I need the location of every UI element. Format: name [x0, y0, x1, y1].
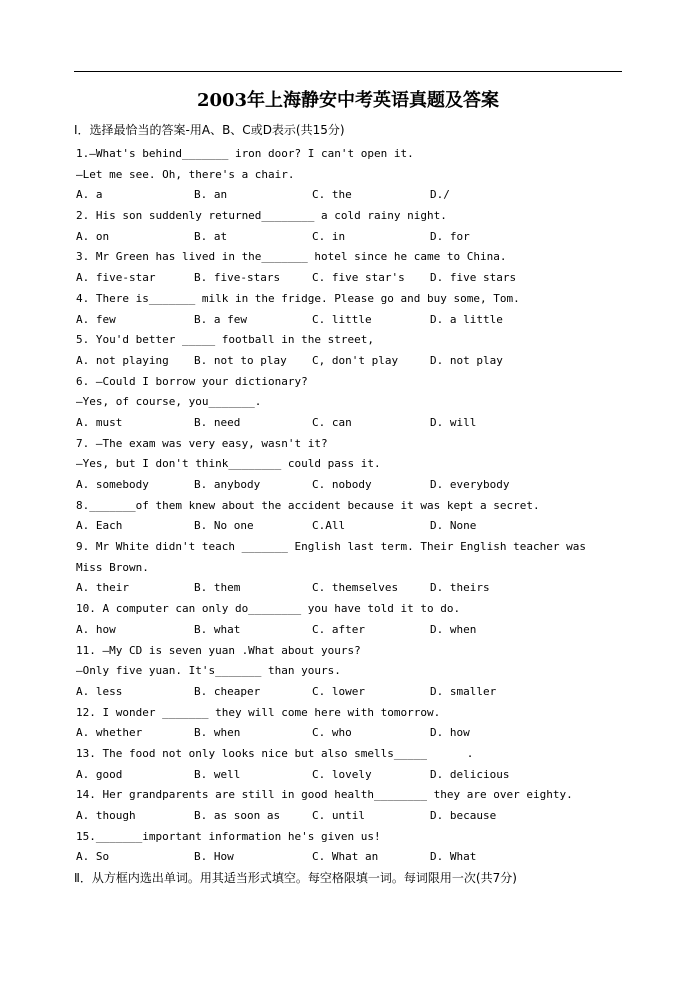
- question-line: 4. There is_______ milk in the fridge. Please go and buy some, Tom.: [76, 291, 520, 305]
- options-row: [76, 682, 636, 703]
- options-row: [76, 413, 636, 434]
- option-item: A. on: [76, 229, 110, 243]
- option-item: B. a few: [194, 312, 247, 326]
- options-row: [76, 310, 636, 331]
- options-row: [76, 578, 636, 599]
- question-line: 7. —The exam was very easy, wasn't it?: [76, 436, 328, 450]
- options-row: [76, 765, 636, 786]
- option-item: A. Each: [76, 519, 123, 533]
- option-item: A. few: [76, 312, 116, 326]
- option-item: C. themselves: [312, 581, 399, 595]
- option-item: A. whether: [76, 726, 143, 740]
- question-line: 10. A computer can only do________ you have told it to do.: [76, 602, 461, 616]
- option-item: D. for: [430, 229, 470, 243]
- option-item: D. everybody: [430, 478, 510, 491]
- question-line: 6. —Could I borrow your dictionary?: [76, 374, 308, 388]
- option-item: A. a: [76, 188, 103, 202]
- option-item: D. a little: [430, 312, 503, 326]
- option-item: D. None: [430, 519, 477, 533]
- option-item: B. what: [194, 622, 241, 636]
- option-item: C. lovely: [312, 767, 372, 781]
- question-line: 14. Her grandparents are still in good health________ they are over eighty.: [76, 788, 573, 802]
- option-item: B. need: [194, 415, 241, 429]
- option-item: C, don't play: [312, 353, 399, 367]
- option-item: B. an: [194, 188, 228, 202]
- option-item: D. because: [430, 809, 497, 822]
- options-row: [76, 475, 636, 496]
- option-item: C. little: [312, 312, 372, 326]
- question-line: 5. You'd better _____ football in the street,: [76, 333, 375, 347]
- options-row: [76, 847, 636, 868]
- option-item: D. smaller: [430, 684, 497, 698]
- option-item: D. five stars: [430, 271, 517, 285]
- option-item: C. can: [312, 415, 352, 429]
- option-item: C. the: [312, 188, 352, 202]
- option-item: A. less: [76, 684, 123, 698]
- question-line: 13. The food not only looks nice but also smells_____ .: [76, 746, 474, 760]
- options-row: [76, 268, 636, 289]
- option-item: B. five-stars: [194, 271, 281, 285]
- option-item: D./: [430, 188, 450, 202]
- question-line: 1.—What's behind_______ iron door? I can't open it.: [76, 147, 414, 160]
- option-item: A. five-star: [76, 271, 156, 285]
- question-line: —Only five yuan. It's_______ than yours.: [76, 664, 341, 678]
- option-item: C.All: [312, 519, 346, 533]
- option-item: C. who: [312, 726, 352, 740]
- header-rule: [74, 71, 622, 72]
- option-item: A. their: [76, 581, 129, 595]
- option-item: C. What an: [312, 850, 379, 864]
- option-item: A. good: [76, 767, 123, 781]
- question-line: 15._______important information he's given us!: [76, 829, 381, 843]
- option-item: C. lower: [312, 684, 365, 698]
- question-line: 12. I wonder _______ they will come here with tomorrow.: [76, 705, 441, 719]
- option-item: D. not play: [430, 353, 503, 367]
- question-list: [76, 144, 636, 868]
- option-item: A. So: [76, 850, 110, 864]
- question-line: 2. His son suddenly returned________ a cold rainy night.: [76, 209, 447, 223]
- option-item: C. in: [312, 229, 346, 243]
- options-row: [76, 723, 636, 744]
- question-line: 11. —My CD is seven yuan .What about yours?: [76, 643, 361, 657]
- option-item: D. when: [430, 622, 477, 636]
- option-item: B. No one: [194, 519, 254, 533]
- option-item: B. when: [194, 726, 241, 740]
- option-item: B. anybody: [194, 478, 261, 491]
- option-item: D. how: [430, 726, 470, 740]
- option-item: B. them: [194, 581, 241, 595]
- option-item: A. must: [76, 415, 123, 429]
- section-heading-2: Ⅱ．从方框内选出单词。用其适当形式填空。每空格限填一词。每词限用一次(共7分): [74, 871, 517, 885]
- option-item: B. well: [194, 767, 241, 781]
- option-item: B. at: [194, 229, 228, 243]
- option-item: A. how: [76, 622, 116, 636]
- option-item: A. though: [76, 809, 136, 822]
- question-line: 8._______of them knew about the accident because it was kept a secret.: [76, 498, 540, 512]
- option-item: B. How: [194, 850, 234, 864]
- option-item: C. after: [312, 622, 365, 636]
- option-item: B. cheaper: [194, 684, 261, 698]
- options-row: [76, 620, 636, 641]
- option-item: D. will: [430, 415, 477, 429]
- question-line: 3. Mr Green has lived in the_______ hotel since he came to China.: [76, 250, 507, 264]
- option-item: A. somebody: [76, 478, 149, 491]
- options-row: [76, 227, 636, 248]
- question-line: —Yes, but I don't think________ could pass it.: [76, 457, 381, 471]
- option-item: C. five star's: [312, 271, 405, 285]
- page-title: 2003年上海静安中考英语真题及答案: [196, 90, 500, 111]
- option-item: B. not to play: [194, 353, 287, 367]
- question-line: Miss Brown.: [76, 560, 149, 574]
- question-line: —Yes, of course, you_______.: [76, 395, 262, 409]
- options-row: [76, 516, 636, 537]
- option-item: C. until: [312, 809, 365, 822]
- option-item: B. as soon as: [194, 809, 281, 822]
- option-item: D. What: [430, 850, 477, 864]
- options-row: [76, 806, 636, 827]
- question-line: 9. Mr White didn't teach _______ English last term. Their English teacher was: [76, 540, 586, 554]
- question-line: —Let me see. Oh, there's a chair.: [76, 167, 295, 181]
- options-row: [76, 351, 636, 372]
- option-item: C. nobody: [312, 478, 372, 491]
- option-item: D. theirs: [430, 581, 490, 595]
- option-item: D. delicious: [430, 767, 510, 781]
- section-heading-1: I．选择最恰当的答案-用A、B、C或D表示(共15分): [74, 123, 345, 137]
- option-item: A. not playing: [76, 353, 169, 367]
- options-row: [76, 185, 636, 206]
